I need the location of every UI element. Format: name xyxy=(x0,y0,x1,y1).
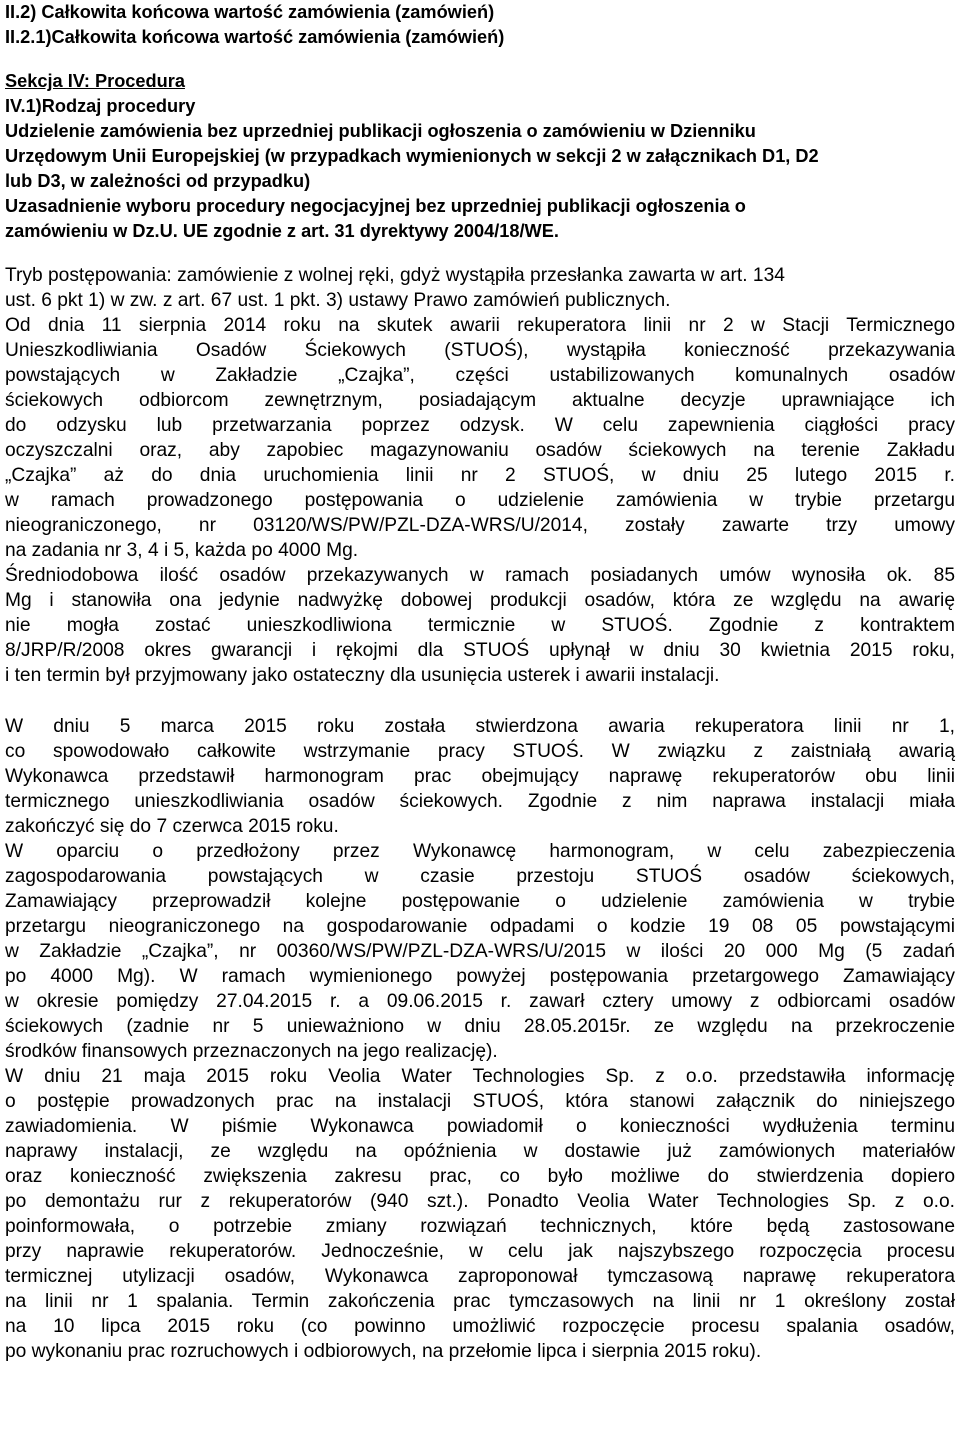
body-line: W oparciu o przedłożony przez Wykonawcę harmonogram, w celu zabezpieczenia xyxy=(5,841,955,862)
body-line: zakończyć się do 7 czerwca 2015 roku. xyxy=(5,816,339,837)
body-line: Średniodobowa ilość osadów przekazywanych w ramach posiadanych umów wynosiła ok. 85 xyxy=(5,565,955,586)
body-line: Unieszkodliwiania Osadów Ściekowych (STUOŚ), wystąpiła konieczność przekazywania xyxy=(5,340,955,361)
body-line: oraz konieczność zwiększenia zakresu prac, co było możliwe do stwierdzenia dopiero xyxy=(5,1166,955,1187)
body-line: w ramach prowadzonego postępowania o udzielenie zamówienia w trybie przetargu xyxy=(5,490,955,511)
body-line: W dniu 5 marca 2015 roku została stwierdzona awaria rekuperatora linii nr 1, xyxy=(5,716,955,737)
body-line: przetargu nieograniczonego na gospodarowanie odpadami o kodzie 19 08 05 powstającymi xyxy=(5,916,955,937)
body-line: Mg i stanowiła ona jedynie nadwyżkę dobowej produkcji osadów, która ze względu na awarię xyxy=(5,590,955,611)
document-page xyxy=(5,0,955,1364)
body-line: nieograniczonego, nr 03120/WS/PW/PZL-DZA-WRS/U/2014, zostały zawarte trzy umowy xyxy=(5,515,955,536)
body-line: co spowodowało całkowite wstrzymanie pracy STUOŚ. W związku z zaistniałą awarią xyxy=(5,741,955,762)
body-line: na linii nr 1 spalania. Termin zakończenia prac tymczasowych na linii nr 1 określony został xyxy=(5,1291,955,1312)
body-line: po 4000 Mg). W ramach wymienionego powyżej postępowania przetargowego Zamawiający xyxy=(5,966,955,987)
procedure-line: Udzielenie zamówienia bez uprzedniej publikacji ogłoszenia o zamówieniu w Dzienniku xyxy=(5,121,756,141)
body-line: w okresie pomiędzy 27.04.2015 r. a 09.06.2015 r. zawarł cztery umowy z odbiorcami osadów xyxy=(5,991,955,1012)
body-line: „Czajka” aż do dnia uruchomienia linii nr 2 STUOŚ, w dniu 25 lutego 2015 r. xyxy=(5,465,955,486)
body-line: naprawy instalacji, ze względu na opóźnienia w dostawie już zamówionych materiałów xyxy=(5,1141,955,1162)
body-line: i ten termin był przyjmowany jako ostateczny dla usunięcia usterek i awarii instalacji. xyxy=(5,665,720,686)
body-line: powstających w Zakładzie „Czajka”, części ustabilizowanych komunalnych osadów xyxy=(5,365,955,386)
body-line: Wykonawca przedstawił harmonogram prac obejmujący naprawę rekuperatorów obu linii xyxy=(5,766,955,787)
body-line: oczyszczalni oraz, aby zapobiec magazynowaniu osadów ściekowych na terenie Zakładu xyxy=(5,440,955,461)
body-line: 8/JRP/R/2008 okres gwarancji i rękojmi dla STUOŚ upłynął w dniu 30 kwietnia 2015 roku, xyxy=(5,640,955,661)
body-line: zawiadomienia. W piśmie Wykonawca powiadomił o konieczności wydłużenia terminu xyxy=(5,1116,955,1137)
procedure-line: zamówieniu w Dz.U. UE zgodnie z art. 31 dyrektywy 2004/18/WE. xyxy=(5,221,559,241)
heading-iv1: IV.1)Rodzaj procedury xyxy=(5,96,196,116)
body-line: nie mogła zostać unieszkodliwiona termicznie w STUOŚ. Zgodnie z kontraktem xyxy=(5,615,955,636)
body-line: na zadania nr 3, 4 i 5, każda po 4000 Mg. xyxy=(5,540,359,561)
body-line: środków finansowych przeznaczonych na jego realizację). xyxy=(5,1041,498,1062)
procedure-line: Urzędowym Unii Europejskiej (w przypadkach wymienionych w sekcji 2 w załącznikach D1, D2 xyxy=(5,146,819,166)
heading-ii21: II.2.1)Całkowita końcowa wartość zamówienia (zamówień) xyxy=(5,27,505,47)
body-line: ust. 6 pkt 1) w zw. z art. 67 ust. 1 pkt. 3) ustawy Prawo zamówień publicznych. xyxy=(5,290,671,311)
body-line: W dniu 21 maja 2015 roku Veolia Water Technologies Sp. z o.o. przedstawiła informację xyxy=(5,1066,955,1087)
heading-ii2: II.2) Całkowita końcowa wartość zamówienia (zamówień) xyxy=(5,2,495,22)
body-line: Zamawiający przeprowadził kolejne postępowanie o udzielenie zamówienia w trybie xyxy=(5,891,955,912)
body-line: termicznej utylizacji osadów, Wykonawca zaproponował tymczasową naprawę rekuperatora xyxy=(5,1266,955,1287)
body-line: do odzysku lub przetwarzania poprzez odzysk. W celu zapewnienia ciągłości pracy xyxy=(5,415,955,436)
body-line: przy naprawie rekuperatorów. Jednocześnie, w celu jak najszybszego rozpoczęcia procesu xyxy=(5,1241,955,1262)
procedure-line: Uzasadnienie wyboru procedury negocjacyjnej bez uprzedniej publikacji ogłoszenia o xyxy=(5,196,746,216)
section-title: Sekcja IV: Procedura xyxy=(5,71,185,91)
body-line: termicznego unieszkodliwiania osadów ściekowych. Zgodnie z nim naprawa instalacji miała xyxy=(5,791,955,812)
body-line: zagospodarowania powstających w czasie przestoju STUOŚ osadów ściekowych, xyxy=(5,866,955,887)
body-line: Od dnia 11 sierpnia 2014 roku na skutek awarii rekuperatora linii nr 2 w Stacji Termicznego xyxy=(5,315,955,336)
body-line: ściekowych (zadnie nr 5 unieważniono w dniu 28.05.2015r. ze względu na przekroczenie xyxy=(5,1016,955,1037)
body-line: po wykonaniu prac rozruchowych i odbiorowych, na przełomie lipca i sierpnia 2015 roku). xyxy=(5,1341,762,1362)
body-line: po demontażu rur z rekuperatorów (940 szt.). Ponadto Veolia Water Technologies Sp. z o.o. xyxy=(5,1191,955,1212)
procedure-line: lub D3, w zależności od przypadku) xyxy=(5,171,311,191)
body-line: poinformowała, o potrzebie zmiany rozwiązań technicznych, które będą zastosowane xyxy=(5,1216,955,1237)
body-line: ściekowych odbiorcom zewnętrznym, posiadającym aktualne decyzje uprawniające ich xyxy=(5,390,955,411)
body-line: w Zakładzie „Czajka”, nr 00360/WS/PW/PZL-DZA-WRS/U/2015 w ilości 20 000 Mg (5 zadań xyxy=(5,941,955,962)
body-line: na 10 lipca 2015 roku (co powinno umożliwić rozpoczęcie procesu spalania osadów, xyxy=(5,1316,955,1337)
body-line: o postępie prowadzonych prac na instalacji STUOŚ, która stanowi załącznik do niniejszego xyxy=(5,1091,955,1112)
body-line: Tryb postępowania: zamówienie z wolnej ręki, gdyż wystąpiła przesłanka zawarta w art. 134 xyxy=(5,265,785,286)
